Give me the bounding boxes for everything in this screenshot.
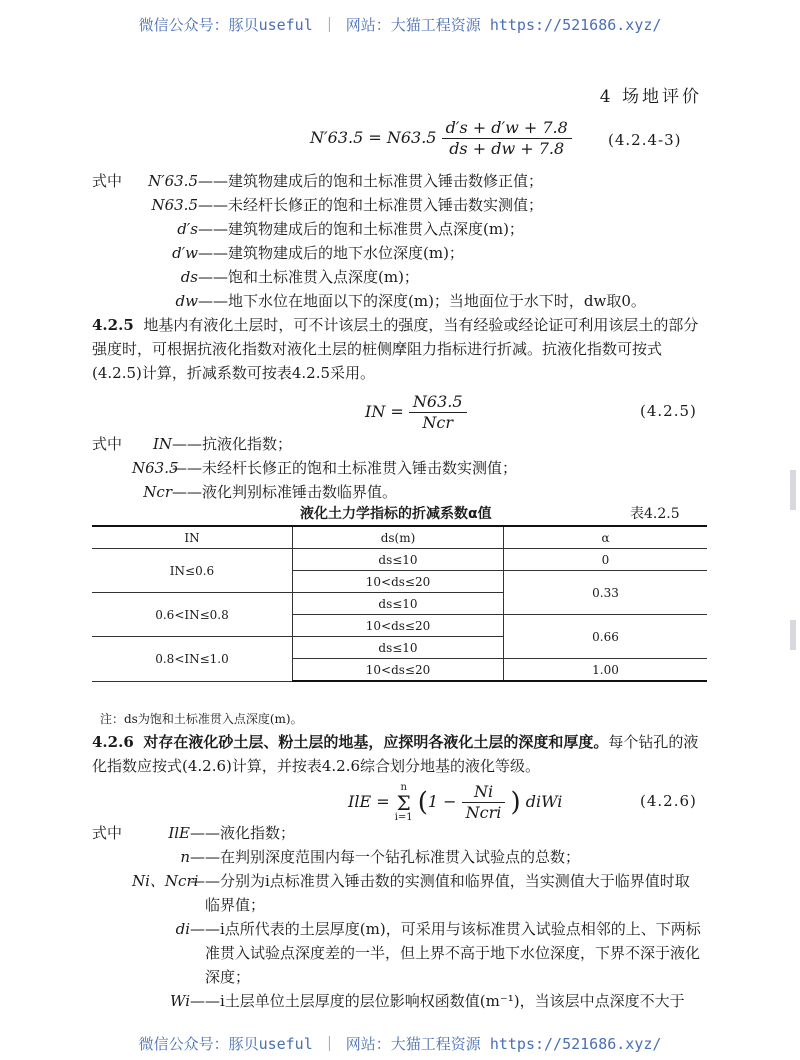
definition-prefix: 式中 xyxy=(92,824,123,842)
eq2-fraction xyxy=(409,392,467,433)
table-cell-ds: ds≤10 xyxy=(293,549,504,571)
eq3-sum-top: n xyxy=(400,781,407,793)
definition-text: ——未经杆长修正的饱和土标准贯入锤击数实测值； xyxy=(172,459,518,477)
table-note: 注：ds为饱和土标准贯入点深度(m)。 xyxy=(100,712,303,726)
definition-text: 临界值； xyxy=(205,896,266,914)
table-cell-ds: ds≤10 xyxy=(293,637,504,659)
eq3-fraction xyxy=(462,782,506,823)
definition-symbol: ds xyxy=(180,268,198,286)
definition-line xyxy=(92,990,685,1012)
definition-line xyxy=(92,481,397,503)
table-title: 液化土力学指标的折减系数α值 xyxy=(300,506,492,522)
section-4-2-5 xyxy=(92,313,707,385)
definition-symbol: d′s xyxy=(177,220,198,238)
definition-line xyxy=(92,870,690,892)
definition-symbol: di xyxy=(175,920,190,938)
definition-text: ——建筑物建成后的地下水位深度(m)； xyxy=(198,244,464,262)
definition-line xyxy=(92,822,295,844)
definition-text: ——建筑物建成后的饱和土标准贯入锤击数修正值； xyxy=(198,172,544,190)
table-header-alpha: α xyxy=(504,526,708,549)
definition-line xyxy=(92,846,580,868)
definition-symbol: Wi xyxy=(170,992,190,1010)
section-number: 4.2.5 xyxy=(92,316,134,334)
sum-symbol: Σ xyxy=(396,790,411,815)
table-cell-ds: 10<ds≤20 xyxy=(293,659,504,682)
definition-line xyxy=(92,966,250,988)
definition-prefix: 式中 xyxy=(92,435,123,453)
equation-4-2-6: IlE = n Σ i=1 (1 − $\frac{Ni}{\text{Ncri}}$ ) diWi xyxy=(348,781,563,823)
definition-line xyxy=(92,218,524,240)
eq2-denominator: Ncr xyxy=(422,413,454,432)
definition-line xyxy=(92,457,517,479)
definition-text: 准贯入试验点深度差的一半，但上界不高于地下水位深度，下界不深于液化 xyxy=(205,944,701,962)
table-cell-alpha: 0 xyxy=(504,549,708,571)
scan-edge-mark xyxy=(790,470,796,510)
definition-text: ——未经杆长修正的饱和土标准贯入锤击数实测值； xyxy=(198,196,544,214)
definition-text: ——在判别深度范围内每一个钻孔标准贯入试验点的总数； xyxy=(190,848,581,866)
eq1-number: (4.2.4-3) xyxy=(608,131,682,149)
watermark-bottom: 微信公众号：豚贝useful ｜ 网站：大猫工程资源 https://521686.xyz/ xyxy=(138,1035,662,1053)
section-text: 地基内有液化土层时，可不计该层土的强度，当有经验或经论证可利用该层土的部分强度时，可根据抗液化指数对液化土层的桩侧摩阻力指标进行折减。抗液化指数可按式(4.2.5)计算，折减系数可按表4.2.5采用。 xyxy=(92,316,699,382)
definition-text: ——建筑物建成后的饱和土标准贯入点深度(m)； xyxy=(198,220,524,238)
table-cell-ds: ds≤10 xyxy=(293,593,504,615)
definition-text: ——i点所代表的土层厚度(m)，可采用与该标准贯入试验点相邻的上、下两标 xyxy=(190,920,701,938)
eq1-fraction xyxy=(442,118,572,159)
definition-prefix: 式中 xyxy=(92,172,123,190)
definition-text: 深度； xyxy=(205,968,251,986)
eq3-sum-bot: i=1 xyxy=(394,811,413,823)
definition-text: ——饱和土标准贯入点深度(m)； xyxy=(198,268,419,286)
table-cell-alpha: 1.00 xyxy=(504,659,708,682)
definition-line xyxy=(92,170,543,192)
definition-symbol: N63.5 xyxy=(151,196,198,214)
table-header-in: IN xyxy=(92,526,293,549)
table-cell-ds: 10<ds≤20 xyxy=(293,615,504,637)
eq1-numerator: d′s + d′w + 7.8 xyxy=(442,118,572,139)
eq3-denominator: Ncri xyxy=(465,803,502,822)
table-cell-ds: 10<ds≤20 xyxy=(293,571,504,593)
definition-line xyxy=(92,894,265,916)
eq3-sum xyxy=(395,783,413,823)
definition-text: ——地下水位在地面以下的深度(m)；当地面位于水下时，dw取0。 xyxy=(198,292,646,310)
definition-line xyxy=(92,942,700,964)
definition-symbol: IN xyxy=(152,435,172,453)
definition-symbol: Ni、Ncri xyxy=(132,872,199,890)
definition-symbol: n xyxy=(180,848,190,866)
definition-text: ——液化指数； xyxy=(190,824,296,842)
eq3-number: (4.2.6) xyxy=(640,792,697,810)
definition-symbol: Ncr xyxy=(143,483,172,501)
definition-line xyxy=(92,918,701,940)
eq2-lhs: IN = xyxy=(365,402,404,421)
scan-edge-mark xyxy=(790,620,796,650)
eq1-denominator: ds + dw + 7.8 xyxy=(449,139,565,158)
eq2-numerator: N63.5 xyxy=(409,392,467,413)
watermark-top: 微信公众号：豚贝useful ｜ 网站：大猫工程资源 https://521686.xyz/ xyxy=(138,16,662,34)
definition-line xyxy=(92,194,543,216)
definition-symbol: dw xyxy=(175,292,198,310)
definition-text: ——分别为i点标准贯入锤击数的实测值和临界值，当实测值大于临界值时取 xyxy=(190,872,690,890)
table-cell-in: 0.8<IN≤1.0 xyxy=(92,637,293,682)
equation-4-2-5 xyxy=(365,392,467,433)
table-cell-alpha: 0.66 xyxy=(504,615,708,659)
definition-line xyxy=(92,433,292,455)
table-cell-in: 0.6<IN≤0.8 xyxy=(92,593,293,637)
eq3-lhs: IlE = xyxy=(348,792,390,811)
table-number: 表4.2.5 xyxy=(630,506,680,522)
eq3-tail: diWi xyxy=(525,792,563,811)
section-text: 每个钻孔的液化指数应按式(4.2.6)计算，并按表4.2.6综合划分地基的液化等级。 xyxy=(92,733,699,775)
definition-line xyxy=(92,266,419,288)
running-head: 4 场地评价 xyxy=(599,87,702,107)
definition-line xyxy=(92,290,646,312)
definition-symbol: N63.5 xyxy=(132,459,179,477)
definition-symbol: IlE xyxy=(168,824,190,842)
definition-symbol: N′63.5 xyxy=(148,172,198,190)
reduction-factor-table xyxy=(92,525,707,682)
table-header-ds: ds(m) xyxy=(293,526,504,549)
table-cell-in: IN≤0.6 xyxy=(92,549,293,593)
definition-text: ——i土层单位土层厚度的层位影响权函数值(m⁻¹)，当该层中点深度不大于 xyxy=(190,992,685,1010)
definition-text: ——抗液化指数； xyxy=(172,435,293,453)
definition-text: ——液化判别标准锤击数临界值。 xyxy=(172,483,398,501)
definition-line xyxy=(92,242,464,264)
section-number: 4.2.6 xyxy=(92,733,134,751)
equation-4-2-4-3 xyxy=(310,118,572,159)
table-cell-alpha: 0.33 xyxy=(504,571,708,615)
section-4-2-6 xyxy=(92,730,707,778)
definition-symbol: d′w xyxy=(172,244,198,262)
eq1-lhs: N′63.5 = N63.5 xyxy=(310,128,437,147)
eq2-number: (4.2.5) xyxy=(640,402,697,420)
eq3-numerator: Ni xyxy=(462,782,506,803)
section-bold-text: 对存在液化砂土层、粉土层的地基，应探明各液化土层的深度和厚度。 xyxy=(143,733,609,751)
